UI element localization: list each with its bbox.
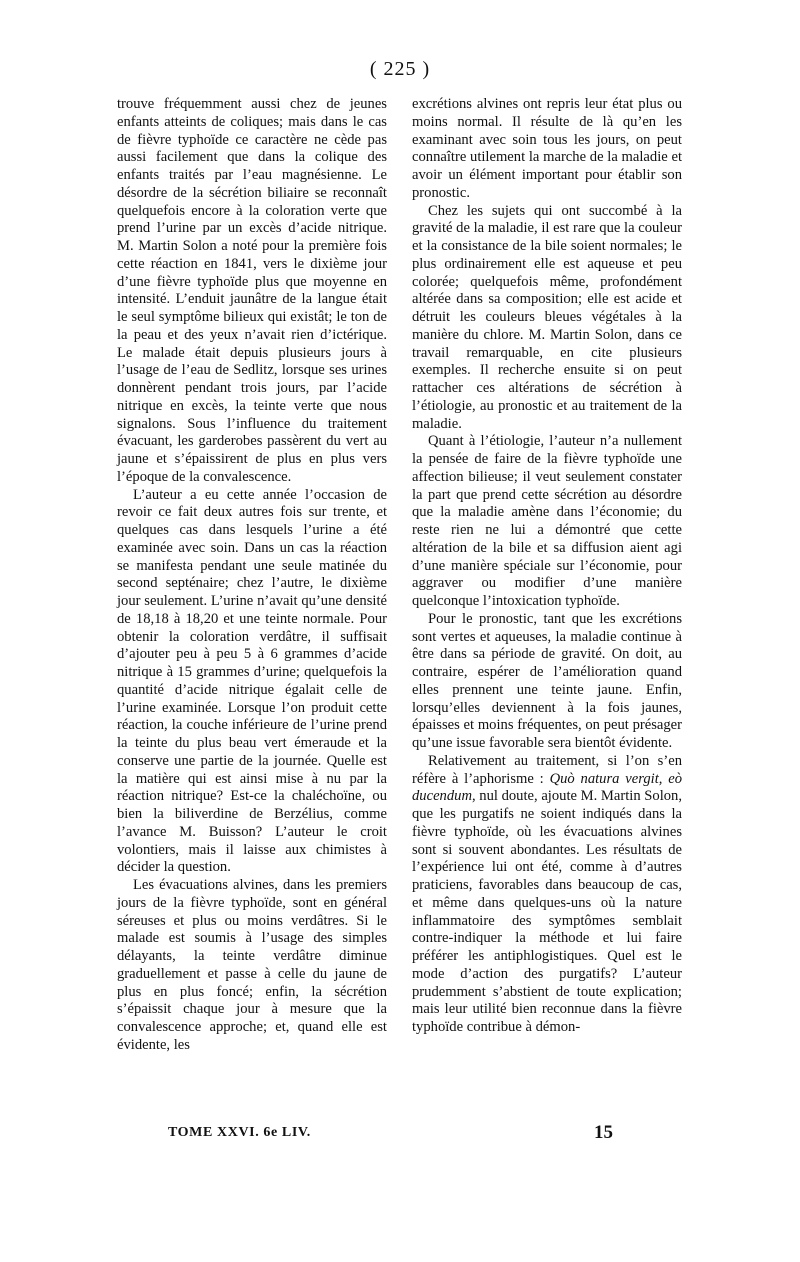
paragraph: Les évacuations alvines, dans les premiers jours de la fièvre typhoïde, sont en général séreuses et plus ou moins verdâtres. Si le malade est soumis à l’usage des simples délayants, la teinte verdâtre diminue graduellement et passe à celle du jaune de plus en plus foncé; enfin, la sécrétion s’épaissit chaque jour à mesure que la convalescence approche; et, quand elle est évidente, les [117,877,387,1053]
left-column [117,96,387,1055]
right-column [412,96,682,1037]
paragraph: trouve fréquemment aussi chez de jeunes enfants atteints de coliques; mais dans le cas de fièvre typhoïde ce caractère ne cède pas aussi facilement que dans la colique des enfants traités par l’eau magnésienne. Le désordre de la sécrétion biliaire se reconnaît quelquefois encore à la coloration verte que prend l’urine par un excès d’acide nitrique. M. Martin Solon a noté pour la première fois cette réaction en 1841, vers le dixième jour d’une fièvre typhoïde plus que moyenne en intensité. L’enduit jaunâtre de la langue était le seul symptôme bilieux qui existât; le ton de la peau et des yeux n’avait rien d’ictérique. Le malade était depuis plusieurs jours à l’usage de l’eau de Sedlitz, lorsque ses urines donnèrent pendant trois jours, par l’acide nitrique en excès, la teinte verte que nous signalons. Sous l’influence du traitement évacuant, les garderobes passèrent du vert au jaune et s’épaissirent de plus en plus vers l’époque de la convalescence. [117,96,387,485]
signature-number: 15 [594,1122,613,1143]
text-run: , nul doute, ajoute M. Martin Solon, que les purgatifs ne soient indiqués dans la fièvre typhoïde, où les évacuations alvines sont si souvent abondantes. Les résultats de l’expérience lui ont été, comme à d’autres praticiens, favorables dans beaucoup de cas, et même dans quelques-uns où la nature inflammatoire des symptômes semblait contre-indiquer la méthode et lui faire préférer les antiphlogistiques. Quel est le mode d’action des purgatifs? L’auteur prudemment s’abstient de toute explication; mais leur utilité bien reconnue dans la fièvre typhoïde contribue à démon- [412,788,682,1035]
page-footer [0,1122,800,1149]
paragraph: Chez les sujets qui ont succombé à la gravité de la maladie, il est rare que la couleur et la consistance de la bile soient normales; le plus ordinairement elle est aqueuse et peu colorée; quelquefois même, profondément altérée dans sa composition; elle est acide et détruit les couleurs bleues végétales à la manière du chlore. M. Martin Solon, dans ce travail remarquable, en cite plusieurs exemples. Il recherche ensuite si on peut rattacher ces altérations de sécrétion à l’étiologie, au pronostic et au traitement de la maladie. [412,202,682,432]
text-run: Relativement au traitement, si l’on s’en réfère à l’aphorisme : [412,752,682,787]
paragraph: L’auteur a eu cette année l’occasion de revoir ce fait deux autres fois sur trente, et quelques cas dans lesquels l’urine a été examinée avec soin. Dans un cas la réaction se manifesta pendant une seule matinée du second septénaire; chez l’autre, le dixième jour seulement. L’urine n’avait qu’une densité de 18,18 à 18,20 et une teinte normale. Pour obtenir la coloration verdâtre, il suffisait d’ajouter peu à peu 5 à 6 grammes d’acide nitrique à 15 grammes d’urine; quelquefois la quantité d’acide nitrique égalait celle de l’urine examinée. Lorsque l’on produit cette réaction, la couche inférieure de l’urine prend la teinte du plus beau vert émeraude et la conserve une partie de la journée. Quelle est la matière qui est ainsi mise à nu par la réaction nitrique? Est-ce la chaléchoïne, ou bien la biliverdine de Berzélius, comme l’avance M. Buisson? L’auteur le croit volontiers, mais il laisse aux chimistes à décider la question. [117,486,387,876]
latin-aphorism: Quò natura vergit, eò ducendum [412,770,683,805]
paragraph [412,753,682,1037]
volume-label: TOME XXVI. 6e LIV. [168,1125,311,1140]
page-number: ( 225 ) [369,58,431,80]
paragraph: Quant à l’étiologie, l’auteur n’a nullement la pensée de faire de la fièvre typhoïde une affection bilieuse; il veut seulement constater la part que prend cette sécrétion au désordre que la maladie amène dans l’économie; du reste rien ne lui a démontré que cette altération de la bile et sa diffusion aient agi d’une manière spéciale sur l’économie, pour aggraver ou modifier d’une manière quelconque l’intoxication typhoïde. [412,433,682,609]
paragraph: Pour le pronostic, tant que les excrétions sont vertes et aqueuses, la maladie continue à être dans sa période de gravité. On doit, au contraire, espérer de l’amélioration quand elles prennent une teinte jaune. Enfin, lorsqu’elles deviennent à la fois jaunes, épaisses et moins fréquentes, on peut présager qu’une issue favorable sera bientôt évidente. [412,610,682,751]
paragraph: excrétions alvines ont repris leur état plus ou moins normal. Il résulte de là qu’en les examinant avec soin tous les jours, on peut connaître utilement la marche de la maladie et avoir un élément important pour établir son pronostic. [412,96,682,201]
